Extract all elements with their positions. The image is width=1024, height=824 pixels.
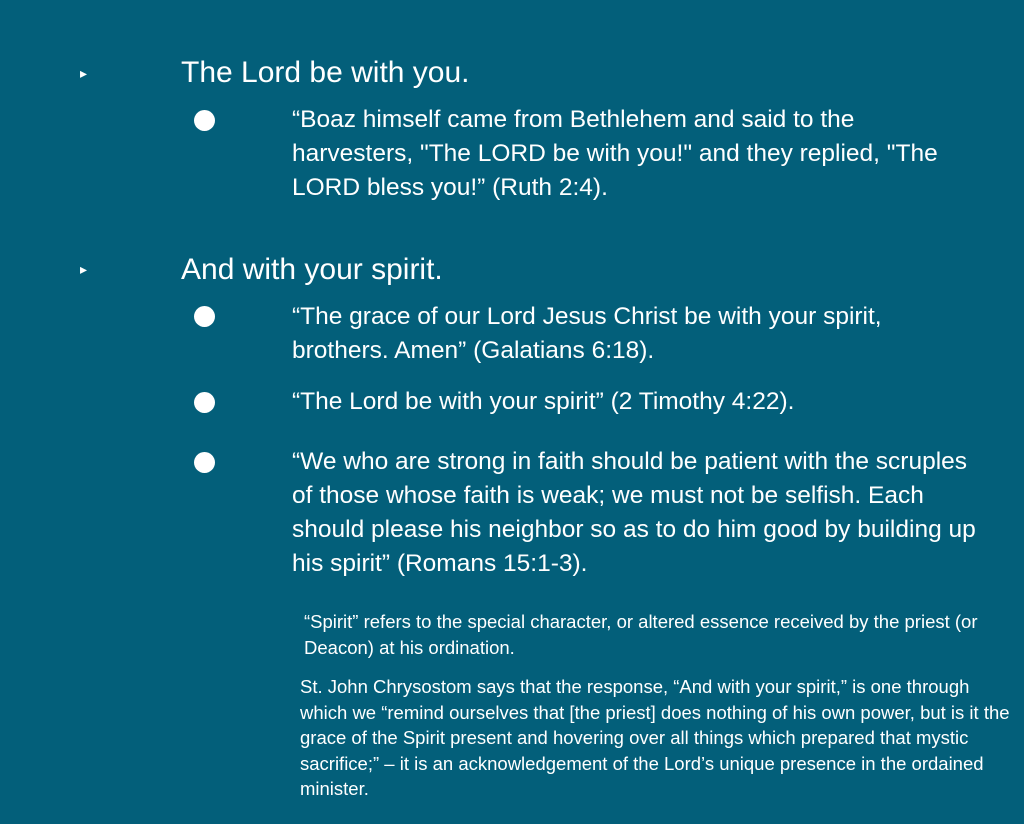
triangle-bullet-icon: ▸ xyxy=(80,65,88,81)
bullet-dot-icon xyxy=(194,110,215,131)
note-chrysostom: St. John Chrysostom says that the response, “And with your spirit,” is one through which we “remind ourselves that [the priest] does nothing of his own power, but is it the grace of the Spirit present and hovering over all things which prepared that mystic sacrifice;” – it is an acknowledgement of the Lord’s unique presence in the ordained minister. xyxy=(300,676,1010,799)
quote-timothy: “The Lord be with your spirit” (2 Timothy 4:22). xyxy=(292,388,795,415)
note-spirit-definition: “Spirit” refers to the special character, or altered essence received by the priest (or Deacon) at his ordination. xyxy=(304,611,978,658)
bullet-dot-icon xyxy=(194,452,215,473)
quote-galatians: “The grace of our Lord Jesus Christ be with your spirit, brothers. Amen” (Galatians 6:18). xyxy=(292,303,882,364)
quote-ruth: “Boaz himself came from Bethlehem and said to the harvesters, "The LORD be with you!" and they replied, "The LORD bless you!” (Ruth 2:4). xyxy=(292,106,938,201)
triangle-bullet-icon: ▸ xyxy=(80,261,88,277)
quote-romans: “We who are strong in faith should be patient with the scruples of those whose faith is weak; we must not be selfish. Each should please his neighbor so as to do him good by building up his spirit” (Romans 15:1-3). xyxy=(292,448,976,577)
section-heading-1: The Lord be with you. xyxy=(181,56,470,89)
section-heading-2: And with your spirit. xyxy=(181,253,443,286)
bullet-dot-icon xyxy=(194,306,215,327)
bullet-dot-icon xyxy=(194,392,215,413)
